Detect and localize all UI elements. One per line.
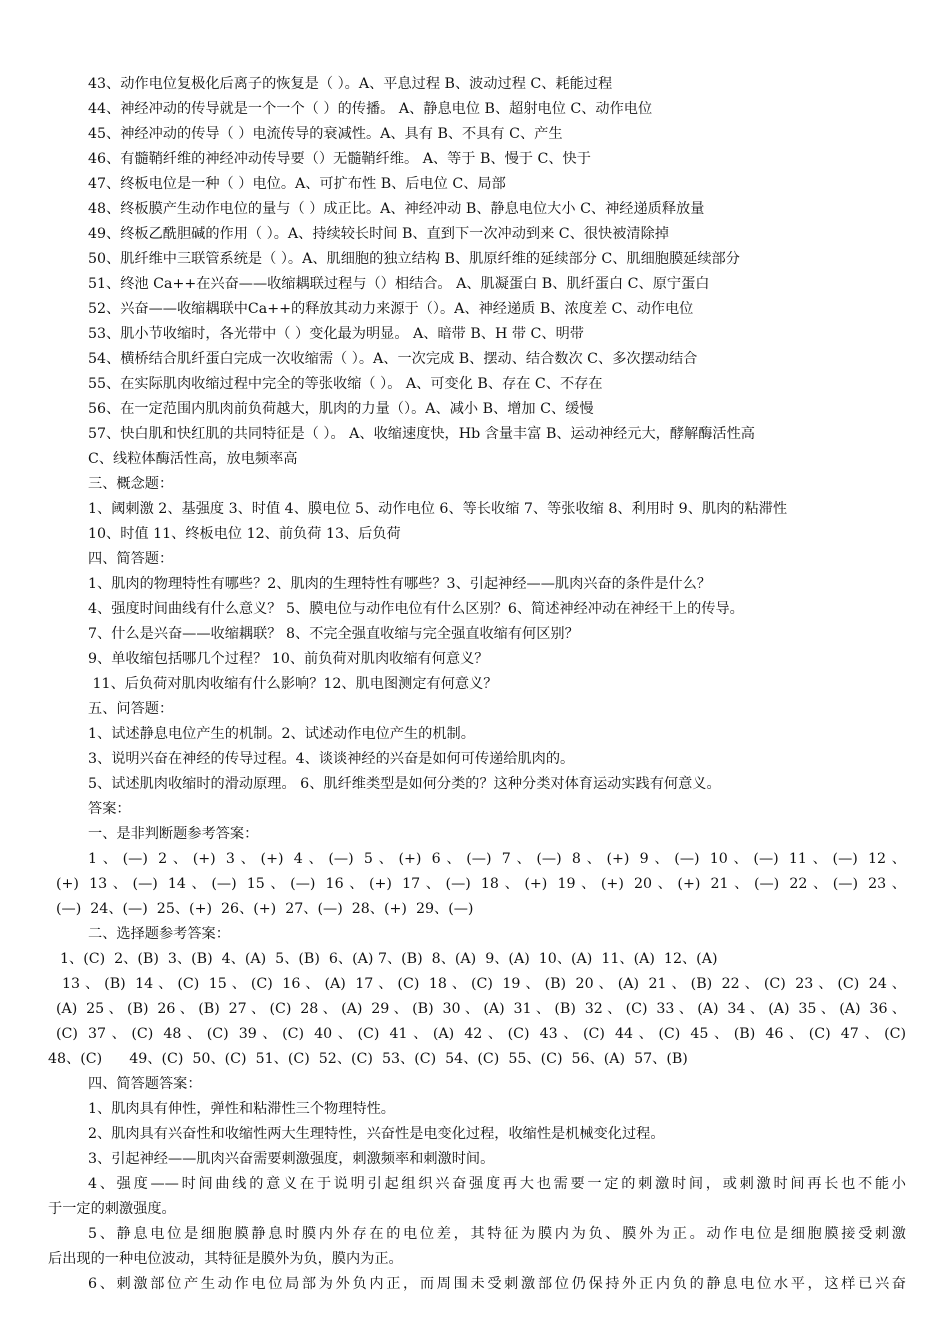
sa-answer-2: 2、肌肉具有兴奋性和收缩性两大生理特性，兴奋性是电变化过程，收缩性是机械变化过程。	[88, 1126, 665, 1142]
question-57-cont: C、线粒体酶活性高，放电频率高	[88, 451, 298, 467]
question-56: 56、在一定范围内肌肉前负荷越大，肌肉的力量（）。A、减小 B、增加 C、缓慢	[88, 401, 594, 417]
question-55: 55、在实际肌肉收缩过程中完全的等张收缩（ ）。 A、可变化 B、存在 C、不存在	[88, 376, 603, 392]
sa-answer-4-cont: 于一定的刺激强度。	[48, 1201, 176, 1217]
essay-heading: 五、问答题：	[88, 701, 174, 717]
mc-answers-heading: 二、选择题参考答案：	[88, 926, 230, 942]
sa-answer-3: 3、引起神经——肌肉兴奋需要刺激强度，刺激频率和刺激时间。	[88, 1151, 495, 1167]
question-46: 46、有髓鞘纤维的神经冲动传导要（）无髓鞘纤维。 A、等于 B、慢于 C、快于	[88, 151, 591, 167]
concept-line-2: 10、时值 11、终板电位 12、前负荷 13、后负荷	[88, 526, 401, 542]
concept-heading: 三、概念题：	[88, 476, 174, 492]
short-heading: 四、简答题：	[88, 551, 174, 567]
mc-answers-line-5: 48、(C) 49、(C) 50、(C) 51、(C) 52、(C) 53、(C) 54、(C) 55、(C) 56、(A) 57、(B)	[48, 1051, 688, 1067]
question-52: 52、兴奋——收缩耦联中Ca++的释放其动力来源于（）。A、神经递质 B、浓度差 C、动作电位	[88, 301, 694, 317]
question-45: 45、神经冲动的传导（ ）电流传导的衰减性。A、具有 B、不具有 C、产生	[88, 126, 563, 142]
sa-answer-5: 5、静息电位是细胞膜静息时膜内外存在的电位差，其特征为膜内为负、膜外为正。动作电位是细胞膜接受刺激	[88, 1226, 906, 1242]
concept-line-1: 1、阈刺激 2、基强度 3、时值 4、膜电位 5、动作电位 6、等长收缩 7、等张收缩 8、利用时 9、肌肉的粘滞性	[88, 501, 788, 517]
short-line-5: 11、后负荷对肌肉收缩有什么影响？12、肌电图测定有何意义？	[88, 676, 498, 692]
essay-line-3: 5、试述肌肉收缩时的滑动原理。 6、肌纤维类型是如何分类的？这种分类对体育运动实践有何意义。	[88, 776, 721, 792]
mc-answers-line-3: (A) 25、(B) 26、(B) 27、(C) 28、(A) 29、(B) 30、(A) 31、(B) 32、(C) 33、(A) 34、(A) 35、(A) 36、	[56, 1001, 906, 1017]
short-line-4: 9、单收缩包括哪几个过程？ 10、前负荷对肌肉收缩有何意义？	[88, 651, 489, 667]
sa-answer-1: 1、肌肉具有伸性，弹性和粘滞性三个物理特性。	[88, 1101, 395, 1117]
mc-answers-line-2: 13、(B) 14、(C) 15、(C) 16、(A) 17、(C) 18、(C) 19、(B) 20、(A) 21、(B) 22、(C) 23、(C) 24、	[62, 976, 906, 992]
question-48: 48、终板膜产生动作电位的量与（ ）成正比。A、神经冲动 B、静息电位大小 C、神经递质释放量	[88, 201, 705, 217]
sa-answer-4: 4、强度——时间曲线的意义在于说明引起组织兴奋强度再大也需要一定的刺激时间，或刺激时间再长也不能小	[88, 1176, 906, 1192]
short-line-3: 7、什么是兴奋——收缩耦联？ 8、不完全强直收缩与完全强直收缩有何区别？	[88, 626, 579, 642]
mc-answers-line-4: (C) 37、(C) 48、(C) 39、(C) 40、(C) 41、(A) 42、(C) 43、(C) 44、(C) 45、(B) 46、(C) 47、(C)	[56, 1026, 906, 1042]
tf-answers-line-1: 1、(—) 2、(+) 3、(+) 4、(—) 5、(+) 6、(—) 7、(—) 8、(+) 9、(—) 10、(—) 11、(—) 12、	[88, 851, 906, 867]
tf-answers-heading: 一、是非判断题参考答案：	[88, 826, 259, 842]
question-49: 49、终板乙酰胆碱的作用（ ）。A、持续较长时间 B、直到下一次冲动到来 C、很快被清除掉	[88, 226, 669, 242]
question-43: 43、动作电位复极化后离子的恢复是（ ）。A、平息过程 B、波动过程 C、耗能过程	[88, 76, 613, 92]
tf-answers-line-2: (+) 13、(—) 14、(—) 15、(—) 16、(+) 17、(—) 18、(+) 19、(+) 20、(+) 21、(—) 22、(—) 23、	[56, 876, 906, 892]
sa-answer-5-cont: 后出现的一种电位波动，其特征是膜外为负，膜内为正。	[48, 1251, 403, 1267]
sa-answers-heading: 四、简答题答案：	[88, 1076, 202, 1092]
answers-heading: 答案：	[88, 801, 131, 817]
short-line-2: 4、强度时间曲线有什么意义？ 5、膜电位与动作电位有什么区别？6、简述神经冲动在神经干上的传导。	[88, 601, 744, 617]
essay-line-2: 3、说明兴奋在神经的传导过程。4、谈谈神经的兴奋是如何可传递给肌肉的。	[88, 751, 575, 767]
question-47: 47、终板电位是一种（ ）电位。A、可扩布性 B、后电位 C、局部	[88, 176, 506, 192]
essay-line-1: 1、试述静息电位产生的机制。2、试述动作电位产生的机制。	[88, 726, 475, 742]
short-line-1: 1、肌肉的物理特性有哪些？2、肌肉的生理特性有哪些？3、引起神经——肌肉兴奋的条件是什么？	[88, 576, 711, 592]
question-53: 53、肌小节收缩时，各光带中（ ）变化最为明显。 A、暗带 B、H 带 C、明带	[88, 326, 584, 342]
sa-answer-6: 6、刺激部位产生动作电位局部为外负内正，而周围未受刺激部位仍保持外正内负的静息电位水平，这样已兴奋	[88, 1276, 906, 1292]
tf-answers-line-3: (—) 24、(—) 25、(+) 26、(+) 27、(—) 28、(+) 29、(—)	[56, 901, 474, 917]
question-57: 57、快白肌和快红肌的共同特征是（ ）。 A、收缩速度快，Hb 含量丰富 B、运动神经元大，酵解酶活性高	[88, 426, 755, 442]
mc-answers-line-1: 1、(C) 2、(B) 3、(B) 4、(A) 5、(B) 6、(A) 7、(B) 8、(A) 9、(A) 10、(A) 11、(A) 12、(A)	[60, 951, 718, 967]
question-44: 44、神经冲动的传导就是一个一个（ ）的传播。 A、静息电位 B、超射电位 C、动作电位	[88, 101, 653, 117]
question-50: 50、肌纤维中三联管系统是（ ）。A、肌细胞的独立结构 B、肌原纤维的延续部分 C、肌细胞膜延续部分	[88, 251, 740, 267]
question-54: 54、横桥结合肌纤蛋白完成一次收缩需（ ）。A、一次完成 B、摆动、结合数次 C、多次摆动结合	[88, 351, 698, 367]
question-51: 51、终池 Ca++在兴奋——收缩耦联过程与（）相结合。 A、肌凝蛋白 B、肌纤蛋白 C、原宁蛋白	[88, 276, 710, 292]
